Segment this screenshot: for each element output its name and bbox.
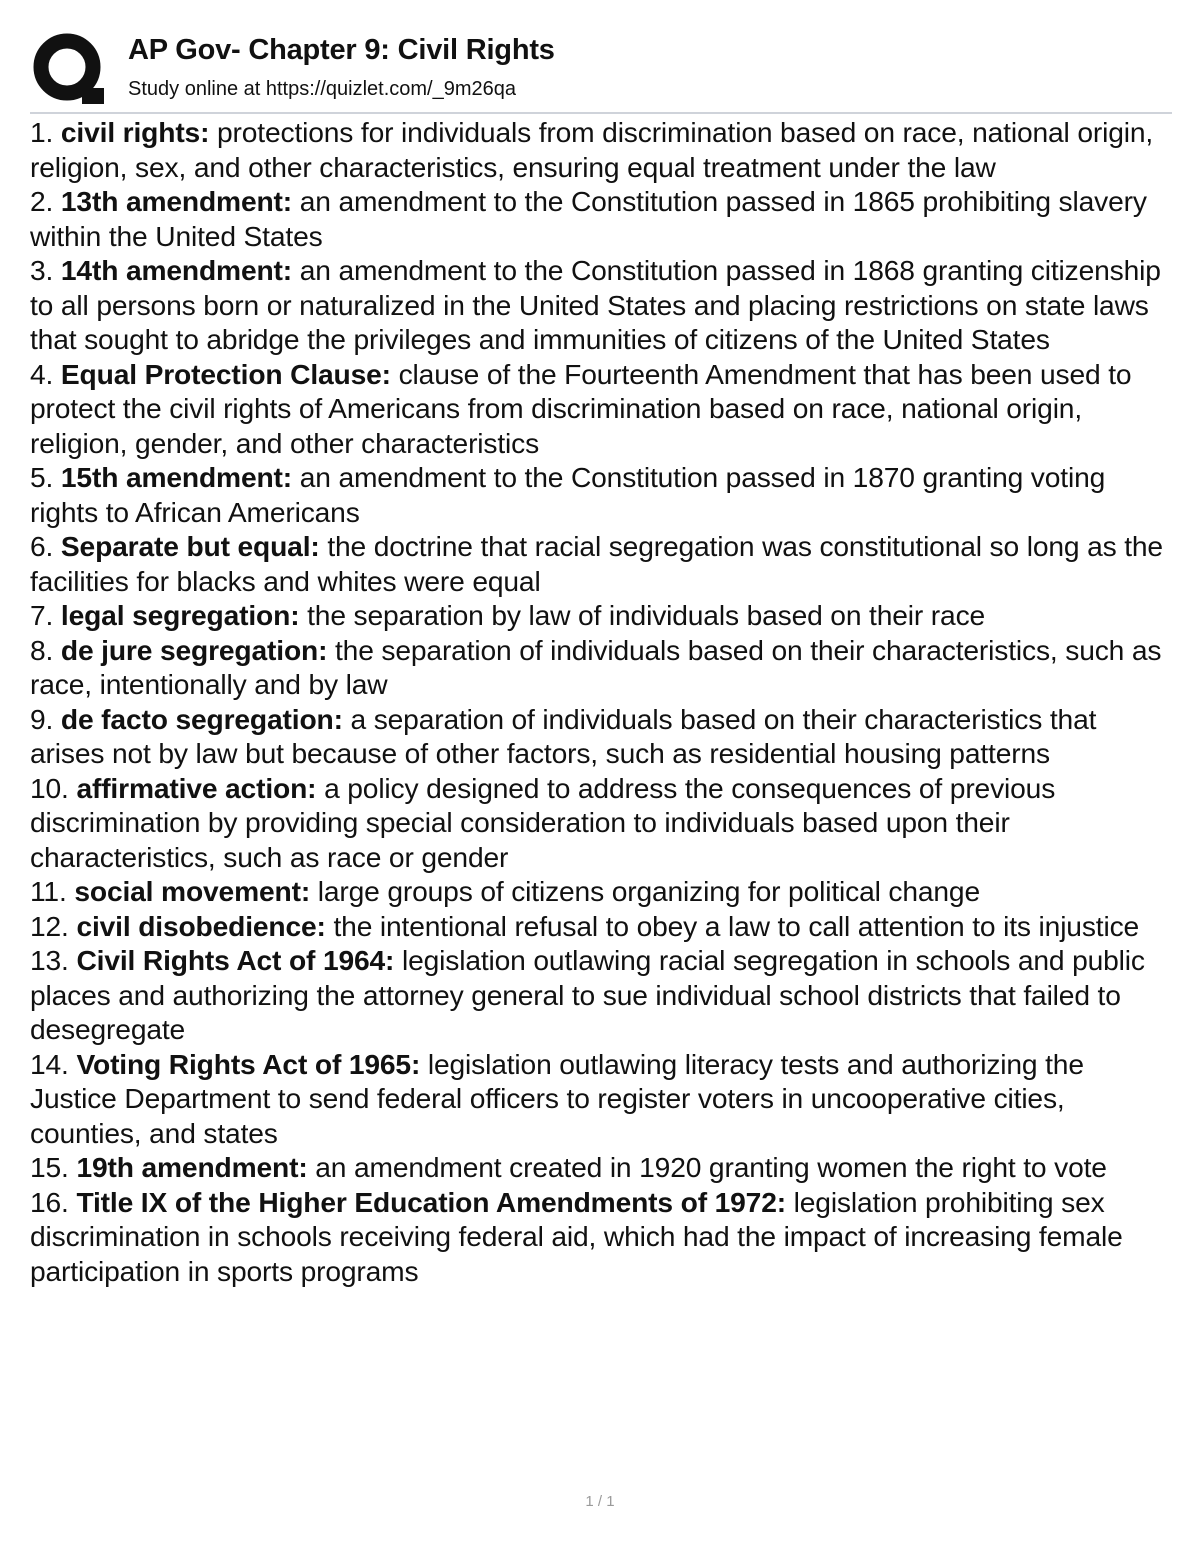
term-item [30, 184, 1172, 253]
term-name: 19th amendment: [76, 1151, 308, 1183]
page-title: AP Gov- Chapter 9: Civil Rights [128, 34, 555, 66]
term-name: social movement: [74, 875, 311, 907]
term-number: 15. [30, 1151, 69, 1183]
term-item [30, 460, 1172, 529]
header-divider [30, 112, 1172, 114]
term-definition: a separation of individuals based on their characteristics that arises not by law but because of other factors, such as residential housing patterns [30, 702, 1097, 769]
term-number: 4. [30, 357, 54, 390]
term-number: 9. [30, 702, 54, 735]
term-number: 3. [30, 254, 54, 286]
term-item [30, 357, 1172, 461]
term-item [30, 529, 1172, 598]
term-item [30, 598, 1172, 633]
term-name: civil rights: [60, 116, 210, 148]
term-number: 1. [30, 116, 54, 148]
term-definition: an amendment to the Constitution passed in 1868 granting citizenship to all persons born or naturalized in the United States and placing restrictions on state laws that sought to abridge the privileges and immunities of citizens of the United States [30, 254, 1161, 355]
term-name: civil disobedience: [76, 909, 326, 942]
term-number: 11. [30, 875, 67, 907]
term-number: 6. [30, 530, 54, 562]
term-name: affirmative action: [76, 771, 317, 804]
term-definition: legislation outlawing racial segregation in schools and public places and authorizing the attorney general to sue individual school districts that failed to desegregate [30, 944, 1145, 1045]
term-number: 8. [30, 633, 54, 666]
term-number: 7. [30, 599, 54, 631]
term-number: 16. [30, 1185, 69, 1218]
term-number: 14. [30, 1047, 69, 1080]
term-definition: an amendment created in 1920 granting women the right to vote [315, 1151, 1107, 1183]
term-item [30, 633, 1172, 702]
document-header [30, 28, 1172, 112]
term-name: Separate but equal: [60, 530, 320, 562]
term-number: 2. [30, 185, 54, 217]
term-item [30, 1185, 1172, 1289]
quizlet-q-logo-icon [30, 30, 108, 108]
term-name: legal segregation: [60, 599, 300, 631]
term-name: Civil Rights Act of 1964: [76, 944, 395, 976]
term-name: Title IX of the Higher Education Amendments of 1972: [76, 1185, 786, 1218]
term-definition: the separation of individuals based on their characteristics, such as race, intentionally and by law [30, 633, 1162, 700]
term-definition: a policy designed to address the consequences of previous discrimination by providing special consideration to individuals based upon their characteristics, such as race or gender [30, 771, 1056, 873]
term-definition: the intentional refusal to obey a law to call attention to its injustice [333, 909, 1140, 942]
term-item [30, 1047, 1172, 1151]
term-name: de jure segregation: [60, 633, 328, 666]
term-definition: an amendment to the Constitution passed in 1865 prohibiting slavery within the United States [30, 185, 1147, 252]
term-name: 15th amendment: [60, 461, 293, 493]
term-item [30, 702, 1172, 771]
term-definition: the separation by law of individuals based on their race [307, 599, 986, 631]
term-number: 12. [30, 909, 69, 942]
study-online-link[interactable]: Study online at https://quizlet.com/_9m26qa [128, 78, 517, 100]
term-item [30, 771, 1172, 875]
term-name: Voting Rights Act of 1965: [76, 1047, 421, 1080]
term-item [30, 115, 1172, 184]
terms-list [30, 115, 1172, 1288]
term-item [30, 1150, 1172, 1185]
term-name: de facto segregation: [60, 702, 343, 735]
term-item [30, 253, 1172, 357]
term-definition: protections for individuals from discrimination based on race, national origin, religion, sex, and other characteristics, ensuring equal treatment under the law [30, 116, 1154, 183]
term-number: 10. [30, 771, 69, 804]
term-item [30, 909, 1172, 944]
term-number: 5. [30, 461, 54, 493]
term-name: Equal Protection Clause: [60, 357, 391, 390]
term-item [30, 874, 1172, 909]
term-name: 13th amendment: [60, 185, 293, 217]
term-item [30, 943, 1172, 1047]
term-definition: legislation prohibiting sex discrimination in schools receiving federal aid, which had the impact of increasing female participation in sports programs [30, 1185, 1123, 1287]
term-number: 13. [30, 944, 69, 976]
term-definition: clause of the Fourteenth Amendment that has been used to protect the civil rights of Americans from discrimination based on race, national origin, religion, gender, and other characteristics [30, 357, 1132, 459]
term-definition: an amendment to the Constitution passed in 1870 granting voting rights to African Americans [30, 461, 1106, 528]
page-indicator: 1 / 1 [585, 1493, 615, 1510]
term-name: 14th amendment: [60, 254, 293, 286]
term-definition: large groups of citizens organizing for political change [317, 875, 980, 907]
term-definition: the doctrine that racial segregation was constitutional so long as the facilities for blacks and whites were equal [30, 530, 1163, 597]
term-definition: legislation outlawing literacy tests and authorizing the Justice Department to send federal officers to register voters in uncooperative cities, counties, and states [30, 1047, 1084, 1149]
